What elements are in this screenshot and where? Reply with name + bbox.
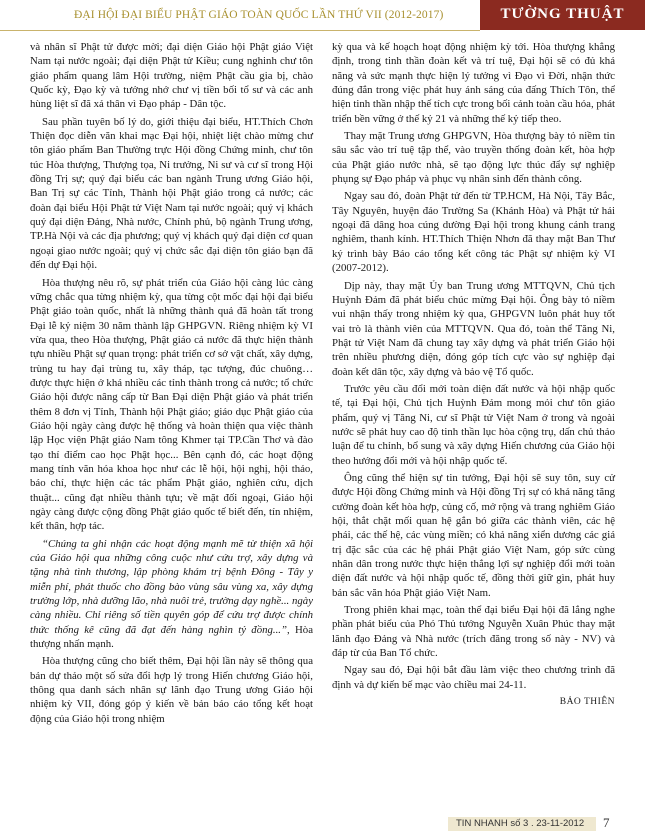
quote-text: “Chúng ta ghi nhận các hoạt động mạnh mẽ từ thiện xã hội của Giáo hội qua những công cuộc như cứu trợ, xây dựng và tặng nhà tình thương, lập phòng khám trị bệnh Đông - Tây y miễn phí, phát thuốc cho đồng bào vùng sâu vùng xa, xây dựng trường lớp, nhà dưỡng lão, nhà nuôi trẻ, trường dạy nghề... ngày càng nhiều. Chỉ riêng số tiền quyên góp để cứu trợ được chính thức thống kê cũng đã đạt đến hàng nghìn tỷ đồng...” [30, 537, 313, 636]
page-number: 7 [603, 815, 610, 830]
author-signature: BẢO THIÊN [559, 697, 615, 708]
quote-tail: , Hòa thượng nhấn mạnh. [30, 623, 313, 651]
paragraph: Sau phần tuyên bố lý do, giới thiệu đại biểu, HT.Thích Chơn Thiện đọc diễn văn khai mạc Đại hội, nhiệt liệt chào mừng chư tôn giáo phẩm Ban Thường trực Hội đồng Chứng minh, chư tôn túc Hòa thượng, Thượng tọa, Ni trưởng, Ni sư và cư sĩ trong Hội đồng Trị sự; quý đại biểu các ban ngành Trung ương Giáo hội, Ban Trị sự các Tỉnh, Thành hội Phật giáo trong cả nước; các đoàn đại biểu Hội Phật tử Việt Nam tại nước ngoài; quý vị khách quý đại diện Đảng, Nhà nước, Chính phủ, bộ ngành Trung ương, TP.Hà Nội và các địa phương; quý vị khách quý đại diện cơ quan ngoại giao nước ngoài; quý vị chức sắc đại diện tôn giáo bạn đã đến dự Đại hội. [30, 115, 313, 272]
paragraph: Hòa thượng cũng cho biết thêm, Đại hội lần này sẽ thông qua bản dự thảo một số sửa đổi hợp lý trong Hiến chương Giáo hội, thông qua danh sách nhân sự lãnh đạo Trung ương Giáo hội nhiệm kỳ VII, đóng góp ý kiến về bản báo cáo tổng kết hoạt động của Giáo hội trong nhiệm [30, 655, 313, 725]
paragraph: Ngay sau đó, đoàn Phật tử đến từ TP.HCM, Hà Nội, Tây Bắc, Tây Nguyên, huyện đảo Trường Sa (Khánh Hòa) và Phật tử hải ngoại đã dâng hoa cúng dường Đại hội trong khung cảnh trang nghiêm, thanh kính. HT.Thích Thiện Nhơn đã thay mặt Ban Thư ký trình bày Báo cáo tổng kết công tác Phật sự nhiệm kỳ VI (2007-2012). [332, 190, 615, 275]
section-label: TƯỜNG THUẬT [500, 6, 625, 22]
paragraph: Trong phiên khai mạc, toàn thể đại biểu Đại hội đã lắng nghe phần phát biểu của Phó Thủ tướng Nguyễn Xuân Phúc thay mặt lãnh đạo Đảng và Nhà nước (trích đăng trong số này - NV) và đáp từ của Ban Tổ chức. [332, 604, 615, 660]
paragraph: Thay mặt Trung ương GHPGVN, Hòa thượng bày tỏ niềm tin sâu sắc vào trí tuệ tập thể, vào truyền thống đoàn kết, hòa hợp của Phật giáo nước nhà, sẽ tạo động lực thúc đẩy sự nghiệp phụng sự Đạo pháp và phục vụ nhân sinh đến thành công. [332, 130, 615, 186]
publication-info: TIN NHANH số 3 . 23-11-2012 [456, 818, 585, 829]
paragraph: kỳ qua và kế hoạch hoạt động nhiệm kỳ tới. Hòa thượng khẳng định, trong tinh thần đoàn kết và trí tuệ, Đại hội sẽ có đủ khả năng và sức mạnh thực hiện lý tưởng vì Đạo vì Đời, nhận thức đúng đắn trong việc phát huy ánh sáng của đấng Thích Tôn, thể hiện tinh thần nhập thế tích cực trong bối cảnh toàn cầu hóa, phát triển bền vững ở thế kỷ 21 và những thế kỷ tiếp theo. [332, 41, 615, 125]
paragraph: Ngay sau đó, Đại hội bắt đầu làm việc theo chương trình đã định và dự kiến bế mạc vào chiều mai 24-11. [332, 664, 615, 691]
paragraph: Ông cũng thể hiện sự tin tưởng, Đại hội sẽ suy tôn, suy cử được Hội đồng Chứng minh và Hội đồng Trị sự có khả năng tăng cường đoàn kết hòa hợp, củng cố, mở rộng và trang nghiêm Giáo hội, thắt chặt mối quan hệ gắn bó giữa các thành viên, các hệ phái, các thế hệ, các vùng miền; có khả năng xiển dương các giá trị đặc sắc của các hệ phái Phật giáo Việt Nam, góp sức cùng nhân dân trong nước thực hiện thắng lợi sự nghiệp đổi mới toàn diện đất nước và hội nhập quốc tế, đồng thời giữ gìn, phát huy bản sắc văn hóa Phật giáo Việt Nam. [332, 471, 615, 599]
left-column [30, 40, 313, 729]
right-column [332, 40, 615, 712]
paragraph: Trước yêu cầu đổi mới toàn diện đất nước và hội nhập quốc tế, tại Đại hội, Chủ tịch Huỳnh Đảm mong mỏi chư tôn giáo phẩm, quý vị Tăng Ni, cư sĩ Phật tử Việt Nam ở trong và ngoài nước sẽ phát huy cao độ tinh thần lục hòa cộng trụ, dấn chủ thảo luận để tu chỉnh, bổ sung và xây dựng Hiến chương của Giáo hội theo hướng đổi mới và hội nhập quốc tế. [332, 382, 615, 467]
header-title: ĐẠI HỘI ĐẠI BIỂU PHẬT GIÁO TOÀN QUỐC LẦN THỨ VII (2012-2017) [74, 9, 444, 21]
page-header [0, 0, 645, 30]
quote-paragraph [30, 537, 313, 652]
paragraph: Dịp này, thay mặt Ủy ban Trung ương MTTQVN, Chủ tịch Huỳnh Đảm đã phát biểu chúc mừng Đại hội. Ông bày tỏ niềm vui nhận thấy trong nhiệm kỳ qua, GHPGVN luôn phát huy tốt vai trò là thành viên của MTTQVN. Qua đó, toàn thể Tăng Ni, Phật tử Việt Nam đã chung tay xây dựng và phát triển Giáo hội trên nhiều phương diện, đóng góp tích cực vào sự nghiệp đại đoàn kết dân tộc, xây dựng và bảo vệ Tổ quốc. [332, 279, 615, 378]
page-footer [0, 812, 645, 832]
paragraph: và nhân sĩ Phật tử được mời; đại diện Giáo hội Phật giáo Việt Nam tại nước ngoài; đại diện Phật tử Kiều; cung nghinh chư tôn giáo phẩm quang lâm Hội trường, niệm Phật cầu gia bị, chào Quốc kỳ, Đạo kỳ và tưởng nhớ chư vị tiền bối tổ sư và các anh hùng liệt sĩ đã xả thân vì Đạo pháp - Dân tộc. [30, 41, 313, 111]
paragraph: Hòa thượng nêu rõ, sự phát triển của Giáo hội càng lúc càng vững chắc qua từng nhiệm kỳ, qua từng cột mốc đại hội đại biểu Phật giáo toàn quốc, nhất là những thành quả đã hoàn tất trong Đại lễ kỷ niệm 30 năm thành lập GHPGVN. Riêng nhiệm kỳ VI vừa qua, theo Hòa thượng, Phật giáo cả nước đã thực hiện thành tựu nhiều Phật sự quan trọng: phát triển cơ sở vật chất, xây dựng, trùng tu hay đại trùng tu, xây tháp, tạc tượng, đúc chuông… được thực hiện ở khá nhiều các tỉnh thành trong cả nước; tổ chức Giáo hội được nâng cấp từ Ban Đại diện Phật giáo và phát triển thêm 8 đơn vị Tỉnh, Thành hội Phật giáo; giáo dục Phật giáo của Giáo hội ngày càng được hệ thống và hoàn thiện qua việc thành lập Học viện Phật giáo Nam tông Khmer tại TP.Cần Thơ và đào tạo thí điểm cao học Phật học... Bên cạnh đó, các hoạt động mang tính văn hóa khoa học như các lễ hội, hội nghị, hội thảo, báo chí, thực hiện các tác phẩm Phật giáo, nghiên cứu, dịch thuật... cũng đạt nhiều thành tựu; về mặt đối ngoại, Giáo hội ngày càng được cộng đồng Phật giáo quốc tế biết đến, tín nhiệm, kết thân, hợp tác. [30, 276, 313, 533]
section-badge [480, 0, 645, 30]
header-banner [0, 0, 480, 31]
